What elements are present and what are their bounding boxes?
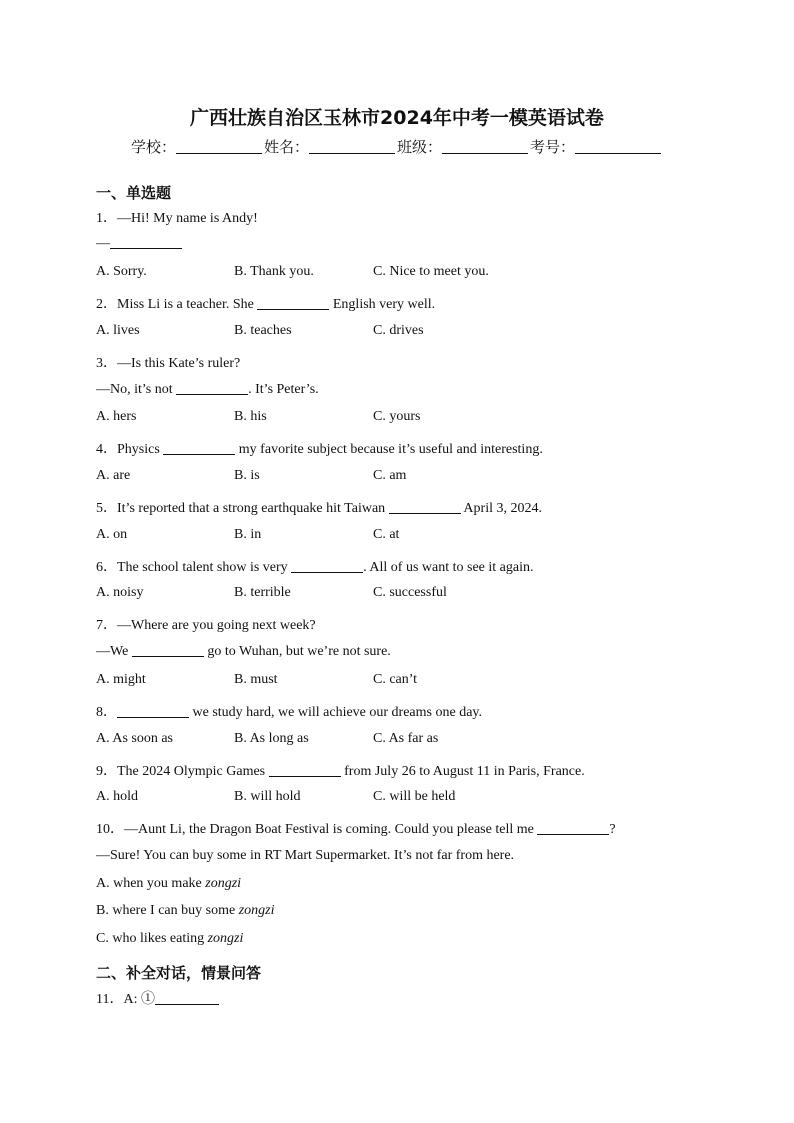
- answer-blank[interactable]: [257, 297, 329, 310]
- question-6-stem: 6．The school talent show is very . All of us want to see it again.: [96, 560, 534, 575]
- question-10-reply: —Sure! You can buy some in RT Mart Supermarket. It’s not far from here.: [96, 848, 515, 863]
- option-a[interactable]: A. on: [96, 527, 128, 542]
- option-c[interactable]: C. at: [373, 527, 400, 542]
- question-3-stem: 3．—Is this Kate’s ruler?: [96, 356, 241, 371]
- question-9-stem: 9．The 2024 Olympic Games from July 26 to August 11 in Paris, France.: [96, 764, 585, 779]
- option-c[interactable]: C. will be held: [373, 789, 456, 804]
- question-8-options: [96, 731, 438, 747]
- option-a[interactable]: A. Sorry.: [96, 264, 147, 279]
- option-c[interactable]: C. yours: [373, 409, 421, 424]
- question-3-options: [96, 409, 420, 425]
- option-a[interactable]: A. are: [96, 468, 131, 483]
- answer-blank[interactable]: [110, 236, 182, 249]
- answer-blank[interactable]: [291, 560, 363, 573]
- option-c[interactable]: C. drives: [373, 323, 424, 338]
- option-a[interactable]: A. noisy: [96, 585, 144, 600]
- answer-blank[interactable]: [269, 764, 341, 777]
- option-b[interactable]: B. Thank you.: [234, 264, 314, 279]
- question-4-stem: 4．Physics my favorite subject because it’s useful and interesting.: [96, 442, 543, 457]
- option-a[interactable]: A. As soon as: [96, 731, 174, 746]
- option-c[interactable]: C. As far as: [373, 731, 439, 746]
- option-b[interactable]: B. will hold: [234, 789, 301, 804]
- question-5-options: [96, 527, 399, 543]
- option-a[interactable]: A. hers: [96, 409, 137, 424]
- option-c[interactable]: C. can’t: [373, 672, 418, 687]
- school-blank[interactable]: [176, 139, 262, 154]
- number-label: 考号：: [530, 138, 576, 156]
- option-a[interactable]: A. might: [96, 672, 146, 687]
- number-blank[interactable]: [575, 139, 661, 154]
- option-b[interactable]: B. is: [234, 468, 260, 483]
- option-b[interactable]: B. teaches: [234, 323, 292, 338]
- question-5-stem: 5．It’s reported that a strong earthquake hit Taiwan April 3, 2024.: [96, 501, 542, 516]
- question-2-options: [96, 323, 424, 339]
- answer-blank[interactable]: [389, 501, 461, 514]
- answer-blank[interactable]: [155, 992, 219, 1005]
- question-2-stem: 2．Miss Li is a teacher. She English very well.: [96, 297, 436, 312]
- question-11-stem: 11．A: ①: [96, 988, 219, 1008]
- option-a[interactable]: A. hold: [96, 789, 138, 804]
- question-10-option-a[interactable]: A. when you make zongzi: [96, 876, 242, 891]
- option-b[interactable]: B. As long as: [234, 731, 309, 746]
- option-b[interactable]: B. must: [234, 672, 278, 687]
- question-1-reply: —: [96, 236, 182, 252]
- option-c[interactable]: C. successful: [373, 585, 447, 600]
- school-label: 学校：: [130, 138, 176, 156]
- question-9-options: [96, 789, 455, 805]
- question-7-stem: 7．—Where are you going next week?: [96, 618, 316, 633]
- answer-blank[interactable]: [163, 442, 235, 455]
- question-10-option-b[interactable]: B. where I can buy some zongzi: [96, 903, 275, 918]
- name-blank[interactable]: [309, 139, 395, 154]
- section-heading-dialogue: 二、补全对话，情景问答: [96, 964, 262, 982]
- question-3-reply: —No, it’s not . It’s Peter’s.: [96, 382, 319, 397]
- question-10-option-c[interactable]: C. who likes eating zongzi: [96, 931, 244, 946]
- answer-blank[interactable]: [537, 822, 609, 835]
- option-b[interactable]: B. terrible: [234, 585, 291, 600]
- option-b[interactable]: B. his: [234, 409, 267, 424]
- student-info-line: [0, 136, 794, 157]
- question-1-options: [96, 264, 489, 280]
- question-4-options: [96, 468, 406, 484]
- answer-blank[interactable]: [117, 705, 189, 718]
- option-c[interactable]: C. am: [373, 468, 407, 483]
- page-title: 广西壮族自治区玉林市2024年中考一模英语试卷: [190, 107, 604, 129]
- class-blank[interactable]: [442, 139, 528, 154]
- question-8-stem: 8． we study hard, we will achieve our dreams one day.: [96, 705, 482, 720]
- question-10-stem: 10．—Aunt Li, the Dragon Boat Festival is coming. Could you please tell me ?: [96, 822, 616, 837]
- question-7-options: [96, 672, 417, 688]
- question-6-options: [96, 585, 447, 601]
- section-heading-single-choice: 一、单选题: [96, 184, 172, 202]
- question-7-reply: —We go to Wuhan, but we’re not sure.: [96, 644, 391, 659]
- option-c[interactable]: C. Nice to meet you.: [373, 264, 489, 279]
- option-b[interactable]: B. in: [234, 527, 262, 542]
- class-label: 班级：: [397, 138, 443, 156]
- name-label: 姓名：: [263, 138, 309, 156]
- answer-blank[interactable]: [132, 644, 204, 657]
- question-1-stem: 1．—Hi! My name is Andy!: [96, 211, 258, 226]
- option-a[interactable]: A. lives: [96, 323, 140, 338]
- answer-blank[interactable]: [176, 382, 248, 395]
